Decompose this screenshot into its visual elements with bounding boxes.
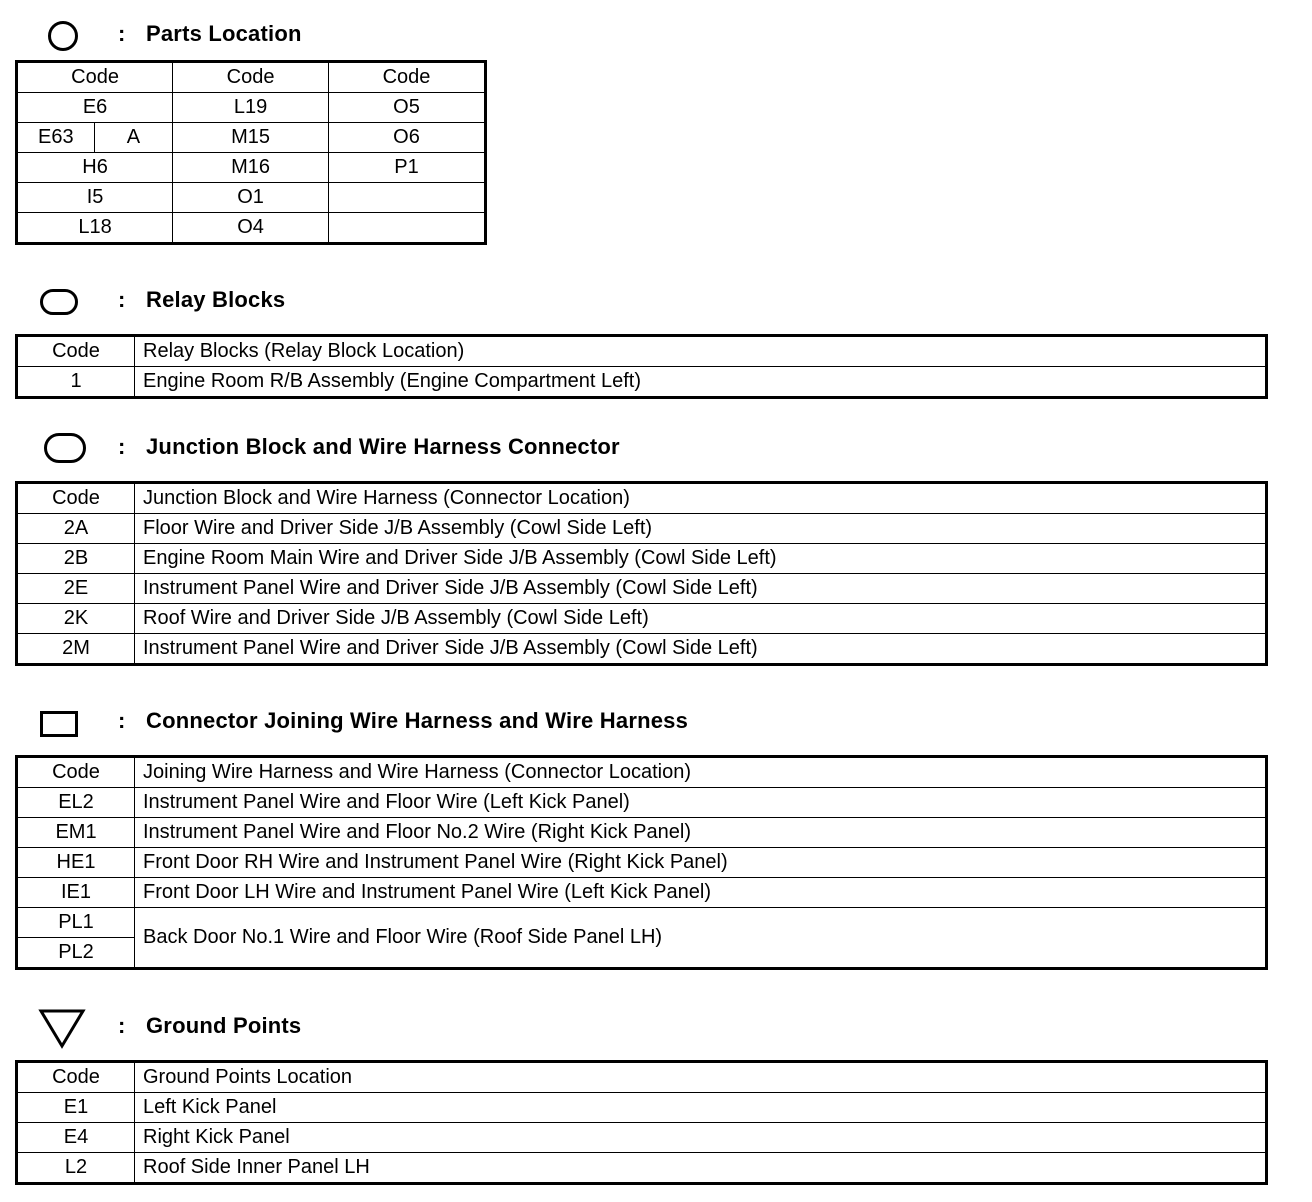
table-row — [17, 1153, 1267, 1184]
header-cell: Code — [17, 336, 135, 367]
code-cell: O4 — [173, 213, 329, 244]
header-cell: Code — [17, 1062, 135, 1093]
code-cell: L2 — [17, 1153, 135, 1184]
desc-cell: Instrument Panel Wire and Driver Side J/B Assembly (Cowl Side Left) — [135, 574, 1267, 604]
code-cell: I5 — [17, 183, 173, 213]
desc-cell: Engine Room R/B Assembly (Engine Compartment Left) — [135, 367, 1267, 398]
code-cell: M15 — [173, 123, 329, 153]
code-cell: O6 — [329, 123, 486, 153]
table-row — [17, 908, 1267, 938]
parts-location-header — [36, 18, 936, 52]
desc-cell: Left Kick Panel — [135, 1093, 1267, 1123]
code-cell: 1 — [17, 367, 135, 398]
code-cell: E4 — [17, 1123, 135, 1153]
table-row — [17, 788, 1267, 818]
desc-cell: Back Door No.1 Wire and Floor Wire (Roof Side Panel LH) — [135, 908, 1267, 969]
code-cell: IE1 — [17, 878, 135, 908]
table-row — [17, 1062, 1267, 1093]
circle-symbol-icon — [48, 21, 78, 51]
code-cell: L18 — [17, 213, 173, 244]
table-row — [17, 514, 1267, 544]
header-cell: Junction Block and Wire Harness (Connector Location) — [135, 483, 1267, 514]
table-row — [17, 213, 486, 244]
ground-points-table — [15, 1060, 1268, 1185]
table-row — [17, 604, 1267, 634]
parts-location-colon: : — [118, 21, 126, 46]
code-cell: P1 — [329, 153, 486, 183]
code-cell: L19 — [173, 93, 329, 123]
empty-cell — [329, 183, 486, 213]
table-row — [17, 483, 1267, 514]
junction-block-title: Junction Block and Wire Harness Connector — [146, 434, 620, 459]
relay-blocks-colon: : — [118, 287, 126, 312]
relay-blocks-table — [15, 334, 1268, 399]
header-cell: Ground Points Location — [135, 1062, 1267, 1093]
joining-connector-colon: : — [118, 708, 126, 733]
square-symbol-icon — [40, 711, 78, 737]
joining-connector-table — [15, 755, 1268, 970]
table-row — [17, 93, 486, 123]
joining-connector-title: Connector Joining Wire Harness and Wire Harness — [146, 708, 689, 733]
code-cell: 2E — [17, 574, 135, 604]
code-cell: H6 — [17, 153, 173, 183]
table-row — [17, 1093, 1267, 1123]
header-cell: Relay Blocks (Relay Block Location) — [135, 336, 1267, 367]
table-row — [17, 123, 486, 153]
header-cell: Code — [173, 62, 329, 93]
code-cell: A — [94, 123, 172, 153]
code-cell: EM1 — [17, 818, 135, 848]
junction-block-table — [15, 481, 1268, 666]
table-row — [17, 62, 486, 93]
triangle-symbol-icon — [38, 1008, 86, 1050]
desc-cell: Engine Room Main Wire and Driver Side J/B Assembly (Cowl Side Left) — [135, 544, 1267, 574]
table-row — [17, 183, 486, 213]
table-row — [17, 634, 1267, 665]
code-cell: HE1 — [17, 848, 135, 878]
joining-connector-header — [36, 705, 936, 739]
desc-cell: Front Door LH Wire and Instrument Panel Wire (Left Kick Panel) — [135, 878, 1267, 908]
table-row — [17, 574, 1267, 604]
desc-cell: Right Kick Panel — [135, 1123, 1267, 1153]
code-cell: E1 — [17, 1093, 135, 1123]
desc-cell: Floor Wire and Driver Side J/B Assembly (Cowl Side Left) — [135, 514, 1267, 544]
header-cell: Code — [17, 483, 135, 514]
rounded-oval-symbol-icon — [44, 433, 86, 463]
table-row — [17, 336, 1267, 367]
table-row — [17, 153, 486, 183]
ground-points-header — [36, 1008, 936, 1042]
header-cell: Code — [17, 62, 173, 93]
table-row — [17, 367, 1267, 398]
desc-cell: Front Door RH Wire and Instrument Panel Wire (Right Kick Panel) — [135, 848, 1267, 878]
relay-blocks-header — [36, 284, 936, 318]
code-cell: E63 — [17, 123, 95, 153]
relay-blocks-title: Relay Blocks — [146, 287, 286, 312]
code-cell: O5 — [329, 93, 486, 123]
table-row — [17, 757, 1267, 788]
code-cell: EL2 — [17, 788, 135, 818]
desc-cell: Instrument Panel Wire and Floor No.2 Wire (Right Kick Panel) — [135, 818, 1267, 848]
empty-cell — [329, 213, 486, 244]
code-cell: O1 — [173, 183, 329, 213]
code-cell: 2A — [17, 514, 135, 544]
table-row — [17, 818, 1267, 848]
code-cell: PL1 — [17, 908, 135, 938]
parts-location-title: Parts Location — [146, 21, 302, 46]
header-cell: Code — [17, 757, 135, 788]
table-row — [17, 878, 1267, 908]
code-cell: 2M — [17, 634, 135, 665]
junction-block-colon: : — [118, 434, 126, 459]
table-row — [17, 1123, 1267, 1153]
desc-cell: Instrument Panel Wire and Floor Wire (Left Kick Panel) — [135, 788, 1267, 818]
code-cell: 2B — [17, 544, 135, 574]
code-cell: 2K — [17, 604, 135, 634]
desc-cell: Roof Side Inner Panel LH — [135, 1153, 1267, 1184]
code-cell: M16 — [173, 153, 329, 183]
header-cell: Code — [329, 62, 486, 93]
table-row — [17, 544, 1267, 574]
ground-points-title: Ground Points — [146, 1013, 302, 1038]
code-cell: E6 — [17, 93, 173, 123]
code-cell: PL2 — [17, 938, 135, 969]
header-cell: Joining Wire Harness and Wire Harness (Connector Location) — [135, 757, 1267, 788]
desc-cell: Roof Wire and Driver Side J/B Assembly (Cowl Side Left) — [135, 604, 1267, 634]
junction-block-header — [36, 431, 936, 465]
ground-points-colon: : — [118, 1013, 126, 1038]
parts-location-table — [15, 60, 487, 245]
table-row — [17, 848, 1267, 878]
desc-cell: Instrument Panel Wire and Driver Side J/B Assembly (Cowl Side Left) — [135, 634, 1267, 665]
oval-symbol-icon — [40, 289, 78, 315]
